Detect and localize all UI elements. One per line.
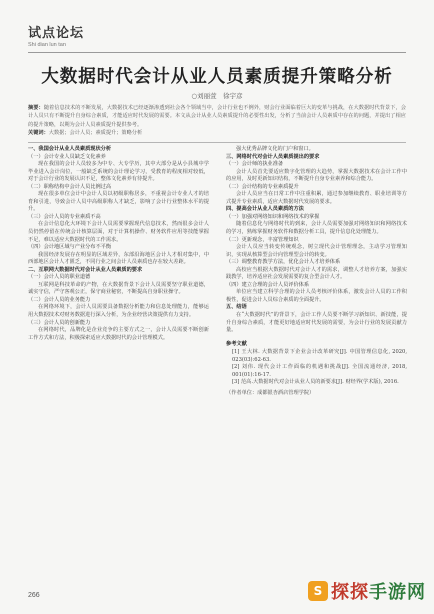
- paragraph: 高校应当根据大数据时代对会计人才的需求，调整人才培养方案，加强实践教学，培养适应社会发展需要的复合型会计人才。: [226, 266, 407, 281]
- paragraph: 会计人员应当转变传统观念，树立现代会计管理理念，主动学习管理知识，实现从核算型会计向管理型会计的转变。: [226, 244, 407, 258]
- paragraph: 会计人员应当在日常工作中注重积累，通过参加继续教育、职业培训等方式提升专业素质，适应大数据时代发展的要求。: [226, 191, 407, 205]
- references-heading: 参考文献: [226, 340, 247, 347]
- section-heading: 二、互联网大数据时代对会计从业人员素质的要求: [28, 266, 143, 273]
- paragraph: 我国经济发展存在明显的区域差异，东部沿海地区会计人才相对集中，中西部地区会计人才匮乏，不同行业之间会计人员素质也存在较大差距。: [28, 251, 209, 266]
- subsection-heading: （三）调整教育教学方法，优化会计人才培养体系: [226, 259, 341, 266]
- header-rule: [28, 52, 406, 53]
- paragraph: 强大优秀品牌文化的门户和窗口。: [236, 146, 314, 152]
- paragraph: 单位应当建立科学合理的会计人员考核评价体系，激发会计人员的工作积极性，促进会计人员综合素质的全面提升。: [226, 289, 407, 303]
- section-heading: 五、结语: [226, 304, 247, 311]
- subsection-heading: （二）职称结构中会计人员比例过高: [28, 183, 112, 190]
- subsection-heading: （一）加强对网络知识和网络技术的掌握: [226, 213, 320, 220]
- subsection-heading: （一）会计人员的职业道德: [28, 274, 91, 281]
- section-heading: 三、网络时代对会计人员素质提出的要求: [226, 153, 320, 160]
- paragraph: 互联网是科技革命的产物，在大数据背景下会计人员需要坚守职业道德，诚实守信，严守客观公正，保守商业秘密，不断提高自身职业操守。: [28, 281, 209, 296]
- subsection-heading: （一）会计师的执业准备: [226, 161, 284, 168]
- subsection-heading: （二）会计人员的业务能力: [28, 296, 91, 303]
- article-title: 大数据时代会计从业人员素质提升策略分析: [41, 67, 393, 87]
- column-title: 试点论坛: [28, 26, 85, 41]
- page-number: 266: [28, 592, 40, 599]
- abstract-rule: [28, 142, 406, 143]
- paragraph: 在会计信息化大环境下会计人员需要掌握现代信息技术，然而很多会计人员仍然停留在传统会计核算层面，对于计算机操作、财务软件应用等技能掌握不足，难以适应大数据时代的工作需求。: [28, 221, 209, 243]
- site-watermark: [308, 578, 426, 604]
- body-column-right: [226, 146, 407, 398]
- watermark-text-red: 探探: [331, 582, 369, 603]
- watermark-text: [331, 578, 426, 604]
- reference-item: [3] 范高.大数据时代对会计从业人员的新要求[J]. 财经界(学术版), 2016.: [232, 379, 399, 386]
- watermark-text-green: 手游网: [369, 582, 426, 603]
- paragraph: 现在我国的会计人员较多为中专、大专学历，其中大部分是从小县城中学毕业进入会计岗位，一般缺乏系统的会计理论学习，受教育的程度相对较低，对于会计行业的发展认识不足，整体文化素养有待提升。: [28, 161, 209, 183]
- subsection-heading: （三）会计人员的专业素质不高: [28, 213, 101, 220]
- abstract-text: 随着信息技术的不断发展，大数据技术已经逐渐渗透到社会各个领域当中，会计行业也不例外，财会行业面临着巨大的变革与挑战，在大数据时代背景下，会计人员只有不断提升自身综合素质，才能适应时代发展的需要。本文从会计从业人员素质提升的必要性出发，分析了当前会计人员素质中存在的问题，并提出了相应的提升策略，以期为会计人员素质提升提供参考。: [28, 105, 406, 128]
- section-heading: 四、提高会计从业人员素质的方法: [226, 206, 304, 213]
- author-affiliation: （作者单位：成都银杏酒店管理学院）: [226, 389, 315, 396]
- reference-item: [2] 刘伟. 现代会计工作面临的机遇和挑战[J]. 全国流通经济, 2018, 001(01):16-17.: [232, 364, 407, 378]
- subsection-heading: （二）会计结构的专业素质提升: [226, 183, 299, 190]
- paragraph: 会计人员首先要适应数字化管理的大趋势，掌握大数据技术在会计工作中的应用，及时更新知识结构，不断提升自身专业素养和综合能力。: [226, 168, 407, 183]
- paragraph: 在网络环境下，会计人员需要具备数据分析能力和信息处理能力，能够运用大数据技术对财务数据进行深入分析，为企业经营决策提供有力支持。: [28, 304, 209, 319]
- paragraph: 在网络时代，品牌化是企业竞争的主要方式之一，会计人员需要不断创新工作方式和方法，积极探索适应大数据时代的会计管理模式。: [28, 327, 209, 341]
- body-column-left: [28, 146, 209, 342]
- paragraph: 随着信息化与网络时代的到来，会计人员需要加强对网络知识和网络技术的学习，熟练掌握财务软件和数据分析工具，提升信息化处理能力。: [226, 221, 407, 236]
- reference-item: [1] 王大林. 大数据背景下企业会计改革研究[J]. 中国管理信息化, 2020, 023(03):62-63.: [232, 349, 407, 363]
- section-heading: 一、我国会计从业人员素质现状分析: [28, 146, 112, 152]
- references-list: [226, 349, 407, 387]
- subsection-heading: （四）建立合理的会计人员评价体系: [226, 281, 310, 288]
- abstract-block: [28, 104, 406, 138]
- paragraph: 现在很多单位会计中会计人员以初级职称居多，不重视会计专业人才的培育和引进，导致会计人员中高级职称人才缺乏，影响了会计行业整体水平的提升。: [28, 191, 209, 213]
- subsection-heading: （三）会计人员的创新能力: [28, 319, 91, 326]
- keywords-label: 关键词：: [28, 130, 49, 137]
- keywords-text: 大数据；会计人员；素质提升；策略分析: [48, 130, 143, 137]
- paragraph: 在“大数据时代”的背景下，会计工作人员要不断学习新知识、新技能，提升自身综合素质，才能更好地适应时代发展的需要，为会计行业的发展贡献力量。: [226, 312, 407, 334]
- article-authors: ○刘丽萱 徐宇彦: [191, 92, 243, 100]
- subsection-heading: （二）更新观念，丰富管理知识: [226, 236, 299, 243]
- subsection-heading: （四）会计地区域与产业分布不平衡: [28, 244, 112, 251]
- right-body: [226, 146, 407, 335]
- column-header: [28, 22, 84, 48]
- subsection-heading: （一）会计专业人员缺乏文化素养: [28, 153, 106, 160]
- abstract-label: 摘要：: [28, 105, 44, 111]
- watermark-logo-icon: S: [308, 581, 328, 601]
- column-pinyin: Shi dian lun tan: [28, 42, 66, 48]
